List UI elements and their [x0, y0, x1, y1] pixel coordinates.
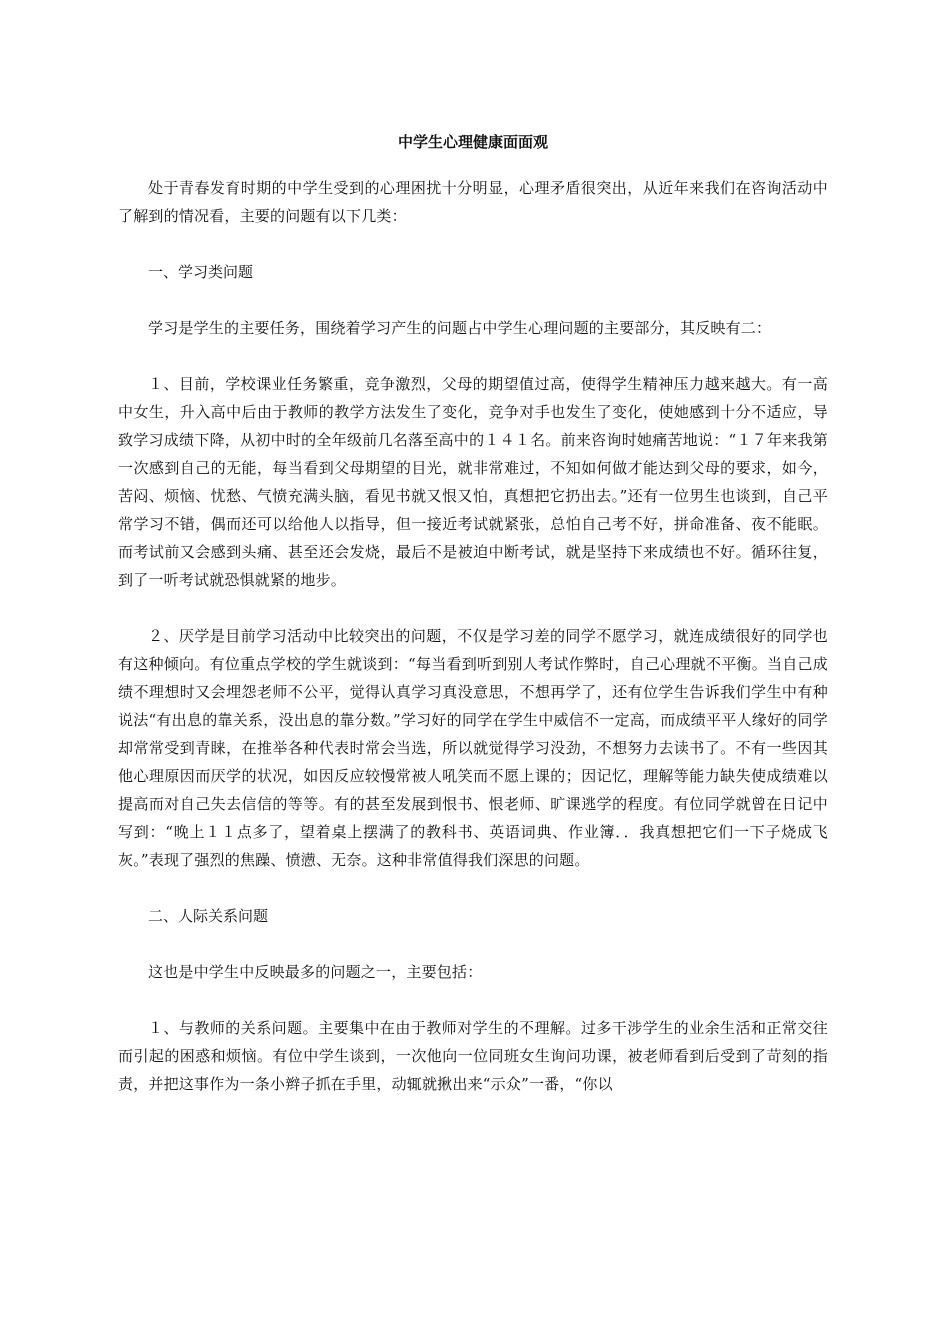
- learning-intro-paragraph: 学习是学生的主要任务，围绕着学习产生的问题占中学生心理问题的主要部分，其反映有二：: [148, 319, 772, 337]
- relationships-intro-paragraph: 这也是中学生中反映最多的问题之一，主要包括：: [148, 963, 483, 981]
- learning-point-2-paragraph: ２、厌学是目前学习活动中比较突出的问题，不仅是学习差的同学不愿学习，就连成绩很好的同学也有这种倾向。有位重点学校的学生就谈到：“每当看到听到别人考试作弊时，自己心理就不平衡。当自己成绩不理想时又会埋怨老师不公平，觉得认真学习真没意思，不想再学了，还有位学生告诉我们学生中有种说法“有出息的靠关系，没出息的靠分数。”学习好的同学在学生中威信不一定高，而成绩平平人缘好的同学却常常受到青睐，在推举各种代表时常会当选，所以就觉得学习没劲，不想努力去读书了。不有一些因其他心理原因而厌学的状况，如因反应较慢常被人吼笑而不愿上课的；因记忆，理解等能力缺失使成绩难以提高而对自己失去信信的等等。有的甚至发展到恨书、恨老师、旷课逃学的程度。有位同学就曾在日记中写到：“晚上１１点多了，望着桌上摆满了的教科书、英语词典、作业簿．．我真想把它们一下子烧成飞灰。”表现了强烈的焦躁、愤懑、无奈。这种非常值得我们深思的问题。: [118, 627, 828, 869]
- intro-paragraph: 处于青春发育时期的中学生受到的心理困扰十分明显，心理矛盾很突出，从近年来我们在咨询活动中了解到的情况看，主要的问题有以下几类：: [118, 179, 828, 225]
- document-page: [118, 130, 828, 1126]
- section-heading-relationships: 二、人际关系问题: [148, 907, 269, 925]
- relationships-point-1-paragraph: １、与教师的关系问题。主要集中在由于教师对学生的不理解。过多干涉学生的业余生活和正常交往而引起的困惑和烦恼。有位中学生谈到，一次他向一位同班女生询问功课，被老师看到后受到了苛刻的指责，并把这事作为一条小辫子抓在手里，动辄就揪出来“示众”一番，“你以: [118, 1019, 828, 1093]
- document-title: 中学生心理健康面面观: [397, 133, 548, 151]
- section-heading-learning: 一、学习类问题: [148, 263, 254, 281]
- learning-point-1-paragraph: １、目前，学校课业任务繁重，竞争激烈，父母的期望值过高，使得学生精神压力越来越大。有一高中女生，升入高中后由于教师的教学方法发生了变化，竞争对手也发生了变化，使她感到十分不适应，导致学习成绩下降，从初中时的全年级前几名落至高中的１４１名。前来咨询时她痛苦地说：“１７年来我第一次感到自己的无能，每当看到父母期望的目光，就非常难过，不知如何做才能达到父母的要求，如今，苦闷、烦恼、忧愁、气愤充满头脑，看见书就又恨又怕，真想把它扔出去。”还有一位男生也谈到，自己平常学习不错，偶而还可以给他人以指导，但一接近考试就紧张，总怕自己考不好，拼命准备、夜不能眠。而考试前又会感到头痛、甚至还会发烧，最后不是被迫中断考试，就是坚持下来成绩也不好。循环往复，到了一听考试就恐惧就紧的地步。: [118, 375, 828, 589]
